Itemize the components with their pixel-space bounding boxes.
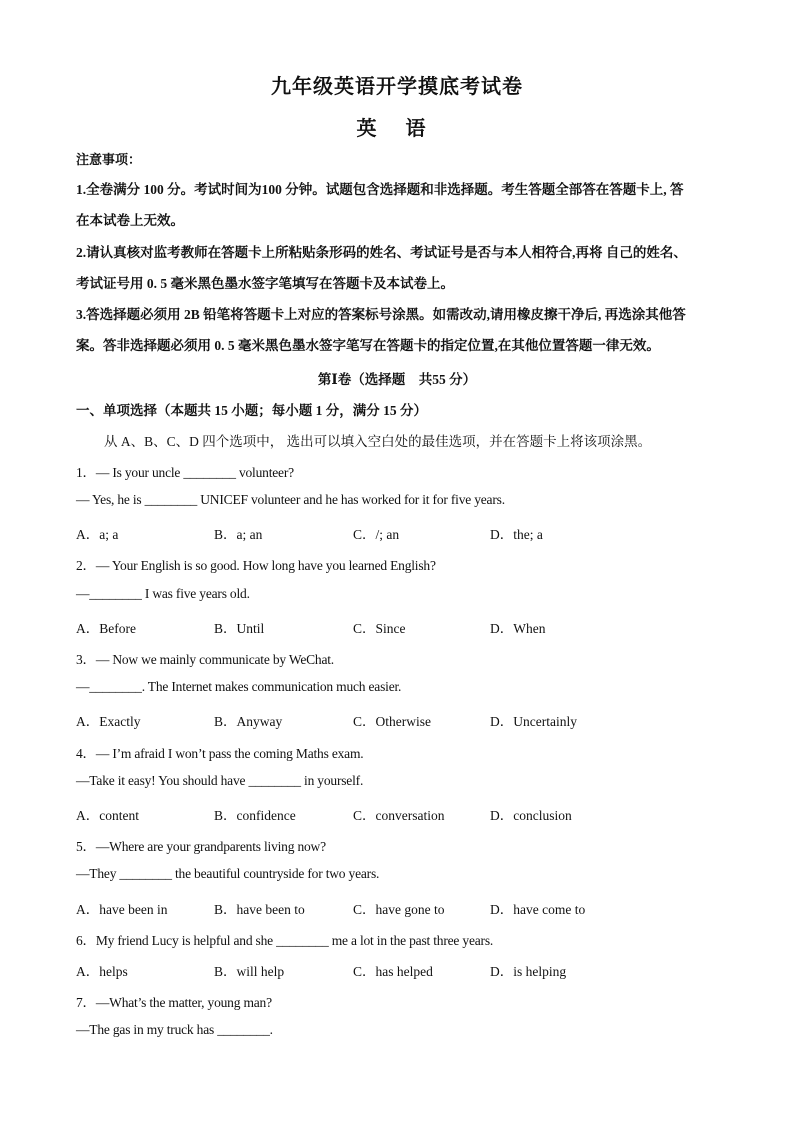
question-5-stem: 5．—Where are your grandparents living now? <box>76 839 326 854</box>
option-c: C．/; an <box>353 527 400 542</box>
section-title: 一、单项选择（本题共 15 小题；每小题 1 分，满分 15 分） <box>76 403 427 418</box>
notice-item-1: 1.全卷满分 100 分。考试时间为100 分钟。试题包含选择题和非选择题。考生答题全部答在答题卡上, 答 <box>76 182 684 197</box>
question-4-stem: 4．— I’m afraid I won’t pass the coming Maths exam. <box>76 746 364 761</box>
option-c: C．conversation <box>353 808 445 823</box>
option-d: D．When <box>490 621 546 636</box>
option-d: D．is helping <box>490 964 567 979</box>
question-3-reply: —________. The Internet makes communication much easier. <box>76 679 402 694</box>
question-1-options <box>76 523 716 543</box>
option-c: C．Since <box>353 621 406 636</box>
notice-item-2-cont: 考试证号用 0. 5 毫米黑色墨水签字笔填写在答题卡及本试卷上。 <box>76 276 454 291</box>
question-6-stem: 6．My friend Lucy is helpful and she ________ me a lot in the past three years. <box>76 933 494 948</box>
question-3-stem: 3．— Now we mainly communicate by WeChat. <box>76 652 334 667</box>
question-2-options <box>76 617 716 637</box>
question-7-stem: 7．—What’s the matter, young man? <box>76 995 272 1010</box>
option-a: A．a; a <box>76 527 119 542</box>
option-b: B．Anyway <box>214 714 283 729</box>
question-2-reply: —________ I was five years old. <box>76 586 250 601</box>
option-d: D．conclusion <box>490 808 572 823</box>
option-b: B．a; an <box>214 527 263 542</box>
section-instruction: 从 A、B、C、D 四个选项中， 选出可以填入空白处的最佳选项，并在答题卡上将该项涂黑。 <box>104 434 652 449</box>
part-title: 第Ⅰ卷（选择题 共55 分） <box>317 372 477 387</box>
option-b: B．will help <box>214 964 285 979</box>
exam-title: 九年级英语开学摸底考试卷 <box>271 76 523 98</box>
option-d: D．Uncertainly <box>490 714 577 729</box>
question-5-options <box>76 898 716 918</box>
question-4-options <box>76 804 716 824</box>
option-b: B．have been to <box>214 902 305 917</box>
option-b: B．Until <box>214 621 265 636</box>
option-a: A．Before <box>76 621 136 636</box>
question-6-options <box>76 960 716 980</box>
option-a: A．helps <box>76 964 128 979</box>
notice-item-3: 3.答选择题必须用 2B 铅笔将答题卡上对应的答案标号涂黑。如需改动,请用橡皮擦干净后, 再选涂其他答 <box>76 307 686 322</box>
question-1-stem: 1．— Is your uncle ________ volunteer? <box>76 465 294 480</box>
notice-item-1-cont: 在本试卷上无效。 <box>76 213 184 228</box>
question-4-reply: —Take it easy! You should have ________ in yourself. <box>76 773 364 788</box>
option-b: B．confidence <box>214 808 296 823</box>
notice-heading: 注意事项： <box>76 152 142 167</box>
option-d: D．the; a <box>490 527 543 542</box>
option-d: D．have come to <box>490 902 586 917</box>
option-c: C．have gone to <box>353 902 445 917</box>
question-3-options <box>76 710 716 730</box>
notice-item-2: 2.请认真核对监考教师在答题卡上所粘贴条形码的姓名、考试证号是否与本人相符合,再将 自己的姓名、 <box>76 245 687 260</box>
option-c: C．has helped <box>353 964 433 979</box>
option-a: A．Exactly <box>76 714 141 729</box>
question-1-reply: — Yes, he is ________ UNICEF volunteer and he has worked for it for five years. <box>76 492 505 507</box>
subject-title: 英 语 <box>356 118 438 140</box>
option-a: A．have been in <box>76 902 168 917</box>
notice-item-3-cont: 案。答非选择题必须用 0. 5 毫米黑色墨水签字笔写在答题卡的指定位置,在其他位置答题一律无效。 <box>76 338 660 353</box>
question-2-stem: 2．— Your English is so good. How long have you learned English? <box>76 558 436 573</box>
question-7-reply: —The gas in my truck has ________. <box>76 1022 273 1037</box>
option-c: C．Otherwise <box>353 714 431 729</box>
question-5-reply: —They ________ the beautiful countryside for two years. <box>76 866 380 881</box>
option-a: A．content <box>76 808 139 823</box>
